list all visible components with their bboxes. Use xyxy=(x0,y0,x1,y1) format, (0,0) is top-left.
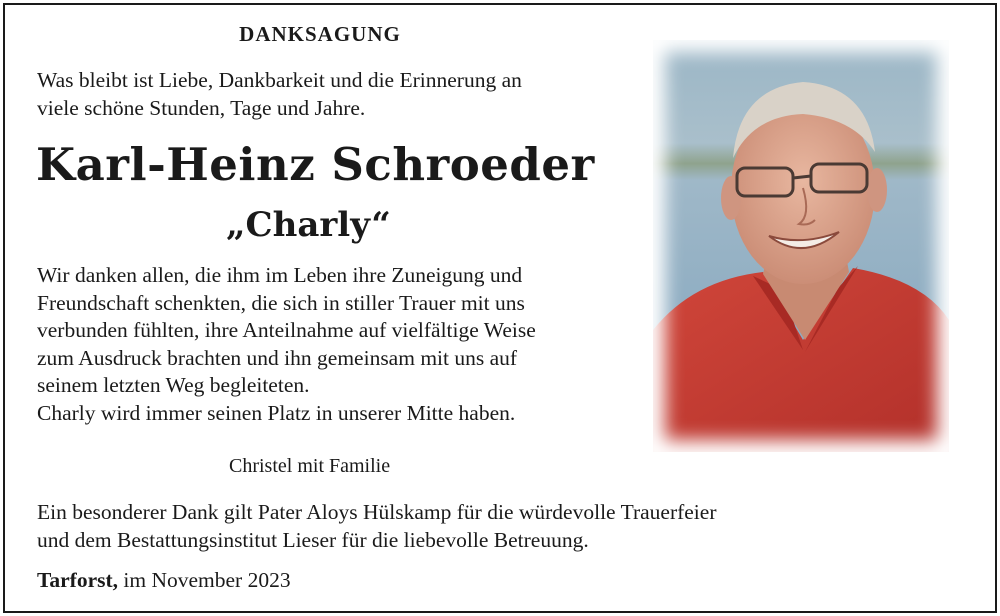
intro-line: Was bleibt ist Liebe, Dankbarkeit und die Erinnerung an xyxy=(37,68,522,92)
place-date xyxy=(37,568,291,593)
deceased-nickname: „Charly“ xyxy=(226,205,391,245)
intro-line: viele schöne Stunden, Tage und Jahre. xyxy=(37,96,366,120)
special-thanks-line: Ein besonderer Dank gilt Pater Aloys Hülskamp für die würdevolle Trauerfeier xyxy=(37,500,717,524)
thanks-line: Wir danken allen, die ihm im Leben ihre Zuneigung und xyxy=(37,263,523,287)
thanks-line: Freundschaft schenkten, die sich in stiller Trauer mit uns xyxy=(37,290,525,315)
portrait-photo xyxy=(653,40,949,452)
place: Tarforst, xyxy=(37,568,119,592)
intro-text xyxy=(37,66,637,122)
deceased-name: Karl-Heinz Schroeder xyxy=(36,138,595,191)
date: im November 2023 xyxy=(123,568,291,592)
thanks-line: zum Ausdruck brachten und ihn gemeinsam mit uns auf xyxy=(37,345,518,370)
notice-heading: DANKSAGUNG xyxy=(239,22,401,46)
special-thanks xyxy=(37,498,897,554)
signature: Christel mit Familie xyxy=(229,455,391,477)
thanks-line: Charly wird immer seinen Platz in unserer Mitte haben. xyxy=(37,400,516,425)
special-thanks-line: und dem Bestattungsinstitut Lieser für die liebevolle Betreuung. xyxy=(37,528,589,552)
thanks-line: verbunden fühlten, ihre Anteilnahme auf vielfältige Weise xyxy=(37,318,536,342)
portrait-image xyxy=(653,40,949,452)
thanks-line: seinem letzten Weg begleiteten. xyxy=(37,373,310,397)
thanks-text xyxy=(37,262,637,427)
